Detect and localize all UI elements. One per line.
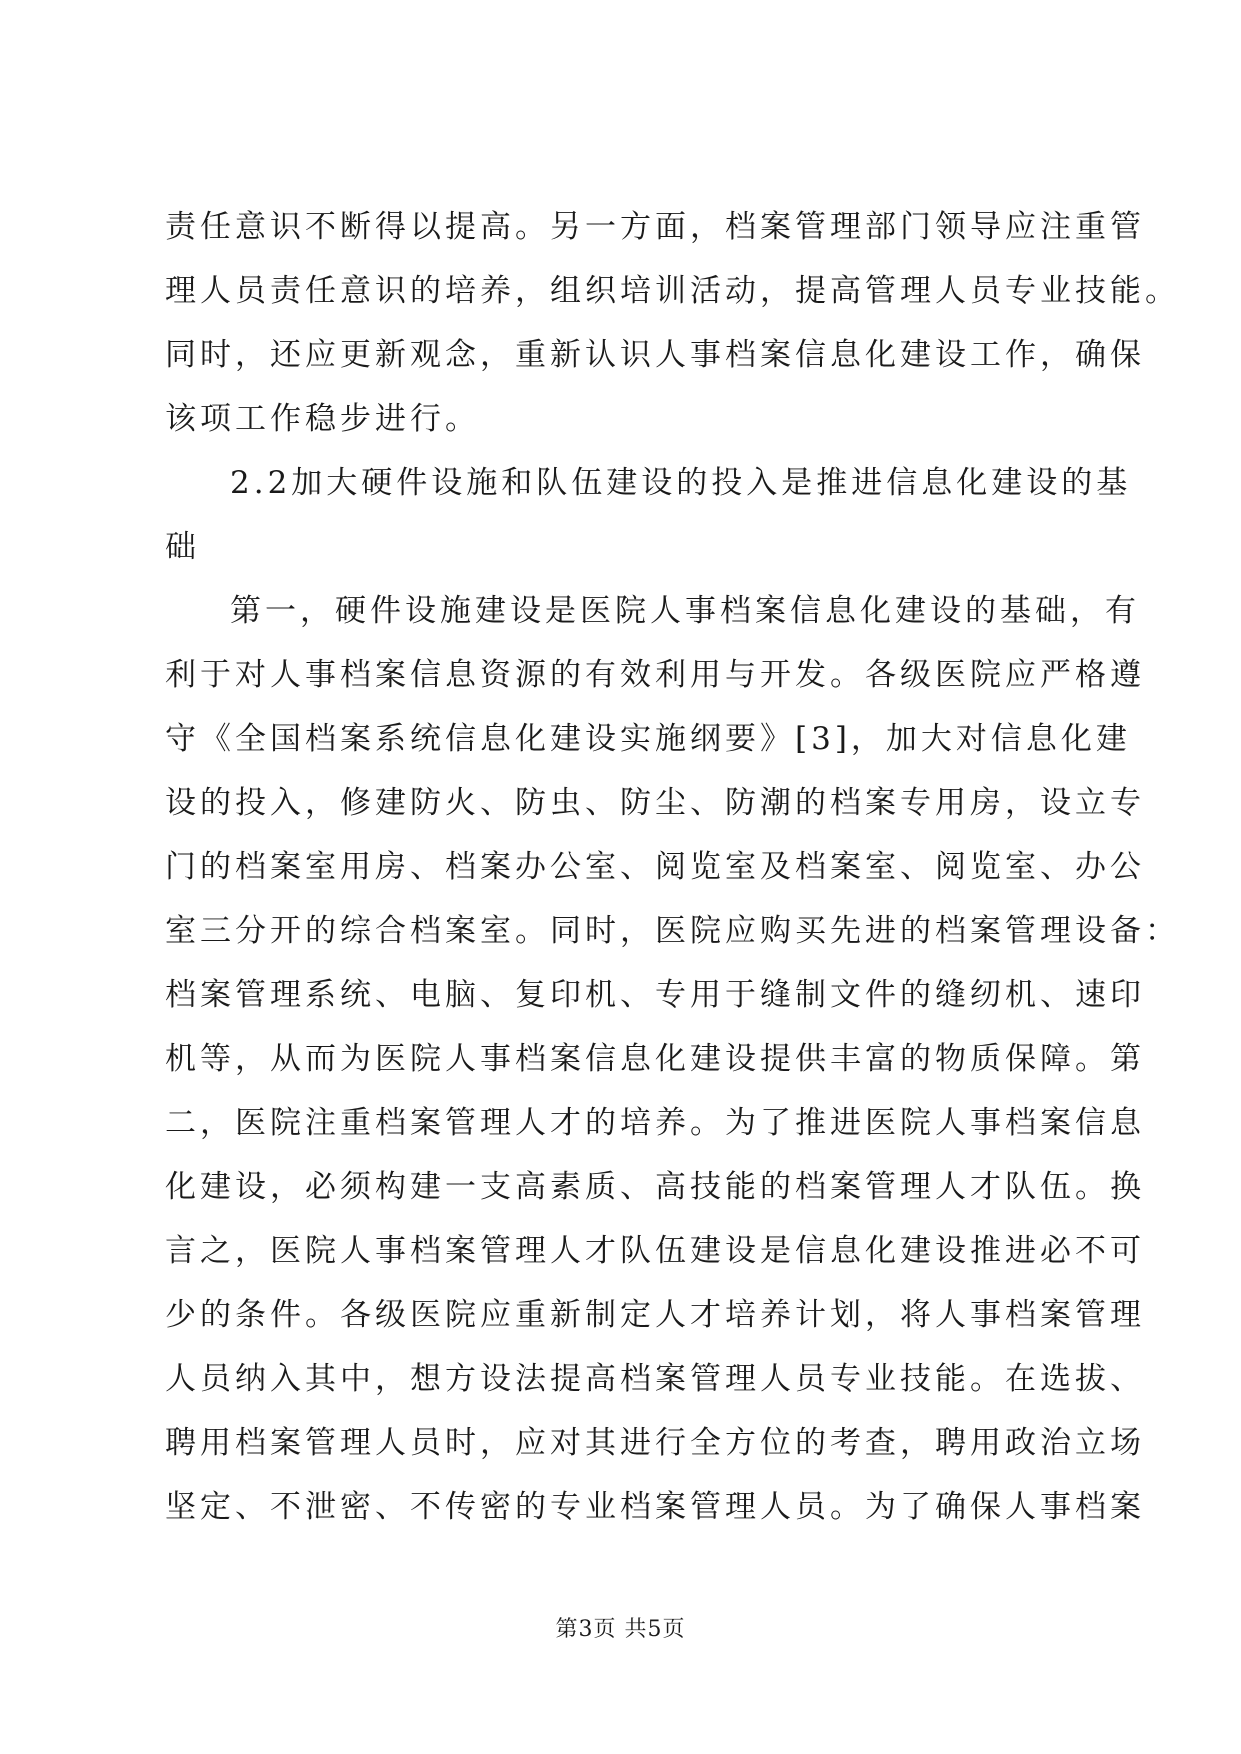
- page-footer: 第3页 共5页: [555, 1617, 686, 1642]
- body-line-19: 人员纳入其中，想方设法提高档案管理人员专业技能。在选拔、: [165, 1361, 1145, 1397]
- body-line-1: 责任意识不断得以提高。另一方面，档案管理部门领导应注重管: [165, 209, 1145, 245]
- body-line-7: 第一，硬件设施建设是医院人事档案信息化建设的基础，有: [230, 593, 1140, 629]
- body-line-8: 利于对人事档案信息资源的有效利用与开发。各级医院应严格遵: [165, 657, 1145, 693]
- body-line-3: 同时，还应更新观念，重新认识人事档案信息化建设工作，确保: [165, 337, 1145, 373]
- body-line-14: 机等，从而为医院人事档案信息化建设提供丰富的物质保障。第: [165, 1041, 1145, 1077]
- body-line-20: 聘用档案管理人员时，应对其进行全方位的考查，聘用政治立场: [165, 1425, 1145, 1461]
- body-line-15: 二，医院注重档案管理人才的培养。为了推进医院人事档案信息: [165, 1105, 1145, 1141]
- body-line-9: 守《全国档案系统信息化建设实施纲要》[3]，加大对信息化建: [165, 721, 1131, 757]
- section-heading-2-2: 2.2加大硬件设施和队伍建设的投入是推进信息化建设的基: [230, 465, 1132, 501]
- section-heading-2-2-cont: 础: [165, 529, 200, 565]
- body-line-10: 设的投入，修建防火、防虫、防尘、防潮的档案专用房，设立专: [165, 785, 1145, 821]
- body-line-12: 室三分开的综合档案室。同时，医院应购买先进的档案管理设备：: [165, 913, 1180, 949]
- body-line-18: 少的条件。各级医院应重新制定人才培养计划，将人事档案管理: [165, 1297, 1145, 1333]
- body-line-11: 门的档案室用房、档案办公室、阅览室及档案室、阅览室、办公: [165, 849, 1145, 885]
- body-line-16: 化建设，必须构建一支高素质、高技能的档案管理人才队伍。换: [165, 1169, 1145, 1205]
- body-line-4: 该项工作稳步进行。: [165, 401, 480, 437]
- body-line-17: 言之，医院人事档案管理人才队伍建设是信息化建设推进必不可: [165, 1233, 1145, 1269]
- body-line-13: 档案管理系统、电脑、复印机、专用于缝制文件的缝纫机、速印: [165, 977, 1145, 1013]
- body-line-2: 理人员责任意识的培养，组织培训活动，提高管理人员专业技能。: [165, 273, 1180, 309]
- body-line-21: 坚定、不泄密、不传密的专业档案管理人员。为了确保人事档案: [165, 1489, 1145, 1525]
